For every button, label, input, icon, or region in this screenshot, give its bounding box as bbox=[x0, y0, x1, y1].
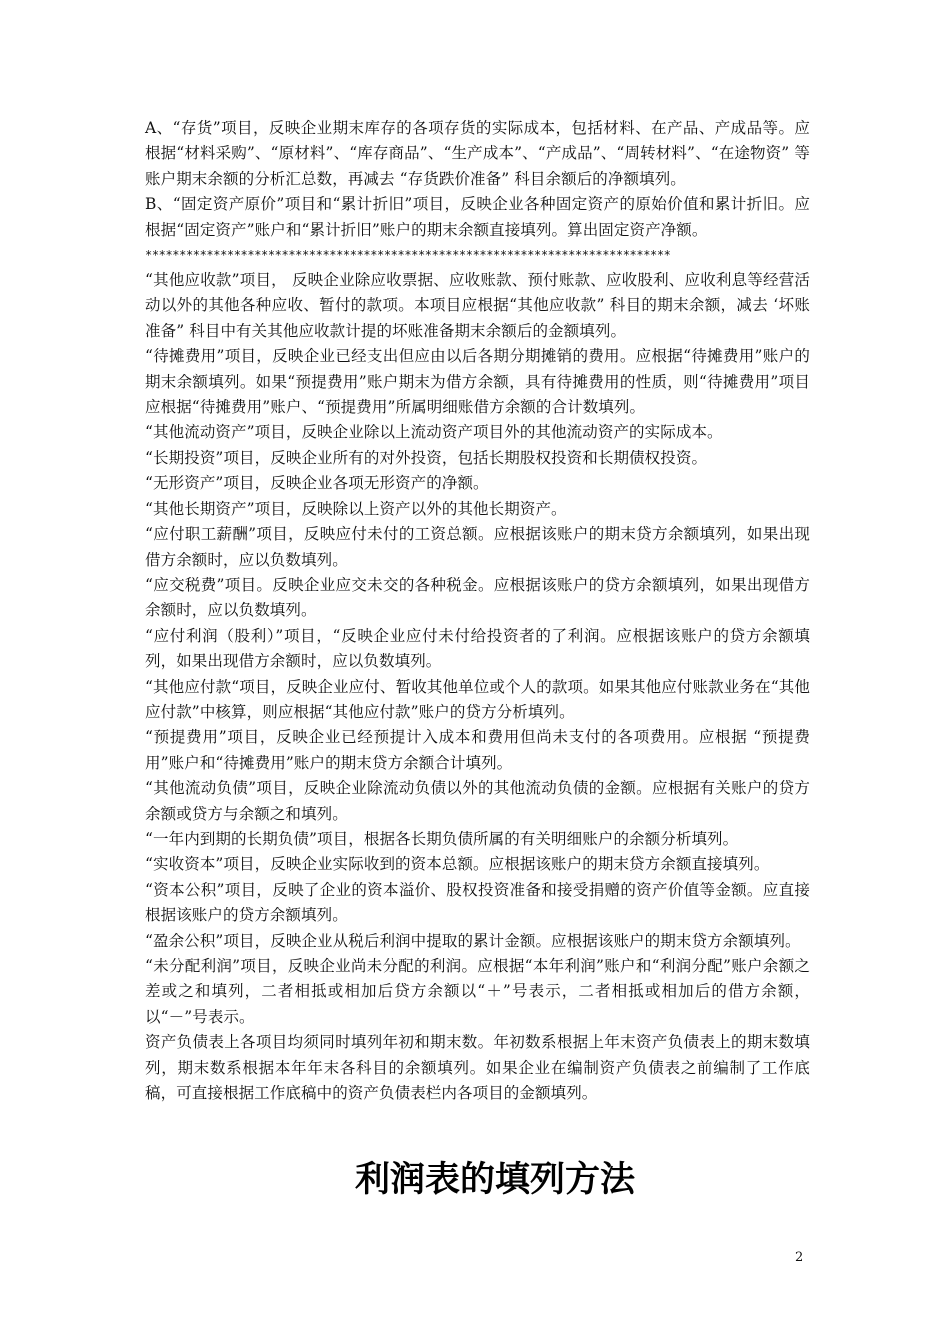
paragraph-other-receivables: “其他应收款”项目， 反映企业除应收票据、应收账款、预付账款、应收股利、应收利息等经营活动以外的其他各种应收、暂付的款项。本项目应根据“其他应收款” 科目的期末余额，减去 ‘坏账准备” 科目中有关其他应收款计提的坏账准备期末余额后的金额填列。 bbox=[145, 271, 810, 340]
paragraph-payroll-payable: “应付职工薪酬”项目，反映应付未付的工资总额。应根据该账户的期末贷方余额填列，如果出现借方余额时，应以负数填列。 bbox=[145, 525, 810, 569]
paragraph-long-term-investment: “长期投资”项目，反映企业所有的对外投资，包括长期股权投资和长期债权投资。 bbox=[145, 448, 708, 467]
paragraph-other-long-term-assets: “其他长期资产”项目，反映除以上资产以外的其他长期资产。 bbox=[145, 499, 567, 518]
paragraph-profit-payable: “应付利润（股利）”项目，“反映企业应付未付给投资者的了利润。应根据该账户的贷方余额填列，如果出现借方余额时，应以负数填列。 bbox=[145, 626, 810, 671]
paragraph-surplus-reserve: “盈余公积”项目，反映企业从税后利润中提取的累计金额。应根据该账户的期末贷方余额填列。 bbox=[145, 931, 801, 950]
paragraph-capital-reserve: “资本公积”项目，反映了企业的资本溢价、股权投资准备和接受捐赠的资产价值等金额。应直接根据该账户的贷方余额填列。 bbox=[145, 880, 810, 925]
paragraph-other-current-assets: “其他流动资产”项目，反映企业除以上流动资产项目外的其他流动资产的实际成本。 bbox=[145, 423, 723, 442]
paragraph-taxes-payable: “应交税费”项目。反映企业应交未交的各种税金。应根据该账户的贷方余额填列，如果出现借方余额时，应以负数填列。 bbox=[145, 575, 810, 620]
paragraph-accrued-expenses: “预提费用”项目，反映企业已经预提计入成本和费用但尚未支付的各项费用。应根据 “预提费用”账户和“待摊费用”账户的期末贷方余额合计填列。 bbox=[145, 728, 810, 772]
paragraph-current-long-term-debt: “一年内到期的长期负债”项目，根据各长期负债所属的有关明细账户的余额分析填列。 bbox=[145, 829, 739, 848]
paragraph-inventory: A、“存货”项目，反映企业期末库存的各项存货的实际成本，包括材料、在产品、产成品等。应根据“材料采购”、“原材料”、“库存商品”、“生产成本”、“产成品”、“周转材料”、“在途物资” 等账户期末余额的分析汇总数，再减去 “存货跌价准备” 科目余额后的净额填列。 bbox=[145, 119, 810, 188]
paragraph-paid-in-capital: “实收资本”项目，反映企业实际收到的资本总额。应根据该账户的期末贷方余额直接填列。 bbox=[145, 855, 770, 874]
paragraph-balance-sheet-summary: 资产负债表上各项目均须同时填列年初和期末数。年初数系根据上年末资产负债表上的期末数填列，期末数系根据本年年末各科目的余额填列。如果企业在编制资产负债表之前编制了工作底稿，可直接根据工作底稿中的资产负债表栏内各项目的金额填列。 bbox=[145, 1033, 810, 1103]
page-number: 2 bbox=[795, 1250, 804, 1265]
separator-asterisks: ***************************************************************************** bbox=[145, 248, 671, 263]
paragraph-fixed-assets: B、“固定资产原价”项目和“累计折旧”项目，反映企业各种固定资产的原始价值和累计折旧。应根据“固定资产”账户和“累计折旧”账户的期末余额直接填列。算出固定资产净额。 bbox=[145, 195, 810, 239]
paragraph-other-current-liabilities: “其他流动负债”项目，反映企业除流动负债以外的其他流动负债的金额。应根据有关账户的贷方余额或贷方与余额之和填列。 bbox=[145, 779, 810, 823]
paragraph-other-payables: “其他应付款“项目，反映企业应付、暂收其他单位或个人的款项。如果其他应付账款业务在“其他应付款”中核算，则应根据“其他应付款”账户的贷方分析填列。 bbox=[145, 677, 810, 721]
paragraph-prepaid-expenses: “待摊费用”项目，反映企业已经支出但应由以后各期分期摊销的费用。应根据“待摊费用”账户的期末余额填列。如果“预提费用”账户期末为借方余额，具有待摊费用的性质，则“待摊费用”项目应根据“待摊费用”账户、“预提费用”所属明细账借方余额的合计数填列。 bbox=[145, 347, 810, 417]
paragraph-undistributed-profit: “未分配利润”项目，反映企业尚未分配的利润。应根据“本年利润”账户和“利润分配”账户余额之差或之和填列，二者相抵或相加后贷方余额以“＋”号表示，二者相抵或相加后的借方余额，以“－”号表示。 bbox=[145, 957, 810, 1026]
section-heading: 利润表的填列方法 bbox=[354, 1160, 635, 1200]
paragraph-intangible-assets: “无形资产”项目，反映企业各项无形资产的净额。 bbox=[145, 474, 489, 493]
body-text bbox=[145, 116, 810, 1106]
